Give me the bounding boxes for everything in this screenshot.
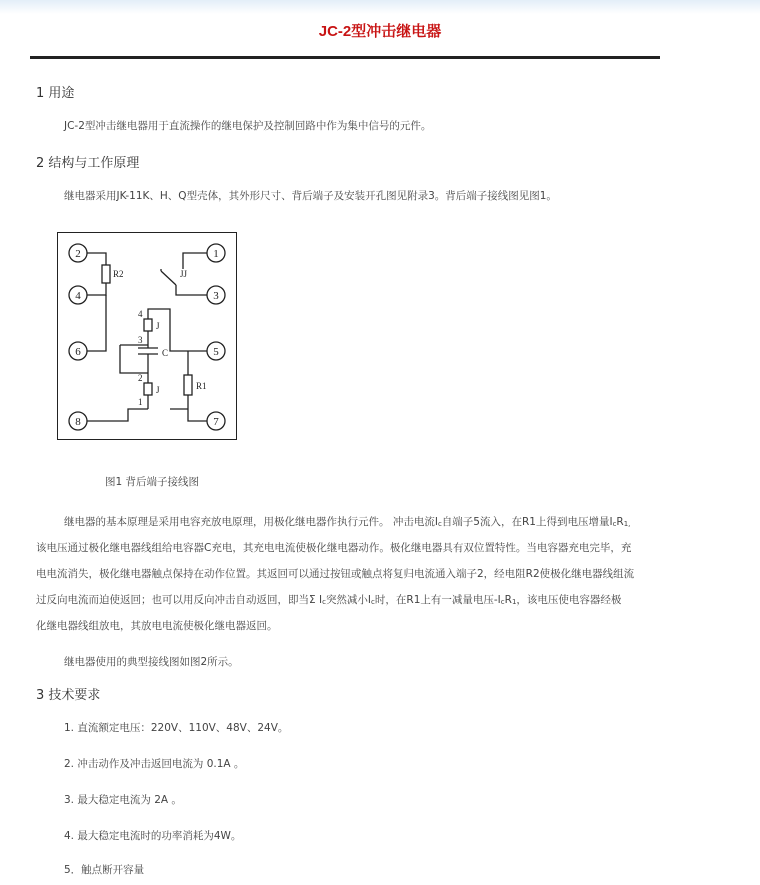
purpose-text: JC-2型冲击继电器用于直流操作的继电保护及控制回路中作为集中信号的元件。: [64, 120, 432, 132]
principle-line-1-sub-c: 1,: [623, 520, 631, 528]
principle-line-4-sub-a: c: [322, 598, 326, 606]
label-r2: R2: [113, 269, 124, 279]
requirement-3: 3. 最大稳定电流为 2A 。: [64, 794, 182, 806]
coil-j-lower: [144, 383, 152, 395]
principle-line-1-part-a: 继电器的基本原理是采用电容充放电原理，用极化继电器作执行元件。 冲击电流I: [64, 516, 438, 528]
principle-line-5: 化继电器线组放电，其放电电流使极化继电器返回。: [36, 620, 278, 632]
jj-contact-blade: [161, 271, 176, 285]
typical-wiring-text: 继电器使用的典型接线图如图2所示。: [64, 656, 239, 668]
label-j-upper: J: [156, 321, 160, 331]
terminal-label-6: 6: [75, 346, 81, 358]
label-r1: R1: [196, 381, 207, 391]
structure-text: 继电器采用JK-11K、H、Q型壳体，其外形尺寸、背后端子及安装开孔图见附录3。背后端子接线图见图1。: [64, 190, 557, 202]
top-band: [0, 0, 760, 14]
requirement-5: 5．触点断开容量: [64, 864, 145, 876]
section-heading-structure: 2 结构与工作原理: [36, 156, 140, 171]
label-c: C: [162, 348, 169, 358]
terminal-label-1: 1: [213, 248, 219, 260]
label-jj: JJ: [180, 269, 188, 279]
principle-line-4-part-e: ，该电压使电容器经极: [516, 594, 622, 606]
terminal-label-7: 7: [213, 416, 219, 428]
terminal-label-4: 4: [75, 290, 81, 302]
wiring-diagram-svg: [58, 233, 238, 441]
pin-label-3: 3: [138, 335, 143, 345]
principle-line-1-part-c: R: [616, 516, 624, 528]
principle-line-4-part-a: 过反向电流而迫使返回；也可以用反向冲击自动返回，即当Σ I: [36, 594, 323, 606]
label-j-lower: J: [156, 385, 160, 395]
pin-label-4: 4: [138, 309, 143, 319]
principle-line-4: [36, 592, 621, 607]
terminal-label-5: 5: [213, 346, 219, 358]
terminal-label-3: 3: [213, 290, 219, 302]
resistor-r1: [184, 375, 192, 395]
pin-label-2: 2: [138, 373, 143, 383]
pin-label-1: 1: [138, 397, 143, 407]
principle-line-3: 电电流消失，极化继电器触点保持在动作位置。其返回可以通过按钮或触点将复归电流通入端子2，经电阻R2使极化继电器线组流: [36, 568, 635, 580]
principle-line-4-sub-c: c: [500, 598, 505, 606]
principle-line-4-part-b: 突然减小I: [325, 594, 372, 606]
requirement-1: 1. 直流额定电压：220V、110V、48V、24V。: [64, 722, 289, 734]
principle-line-1-sub-a: c: [437, 520, 442, 528]
requirement-2: 2. 冲击动作及冲击返回电流为 0.1A 。: [64, 758, 245, 770]
terminal-label-8: 8: [75, 416, 81, 428]
principle-line-2: 该电压通过极化继电器线组给电容器C充电，其充电电流使极化继电器动作。极化继电器具有双位置特性。当电容器充电完毕，充: [36, 542, 632, 554]
resistor-r2: [102, 265, 110, 283]
principle-line-1-sub-b: c: [612, 520, 617, 528]
page-title: JC-2型冲击继电器: [318, 23, 442, 40]
figure-caption: 图1 背后端子接线图: [105, 476, 200, 488]
wiring-diagram: [57, 232, 237, 440]
coil-j-upper: [144, 319, 152, 331]
principle-line-1: [64, 514, 630, 529]
terminal-label-2: 2: [75, 248, 81, 260]
section-heading-purpose: 1 用途: [36, 86, 75, 101]
principle-line-1-part-b: 自端子5流入，在R1上得到电压增量I: [441, 516, 613, 528]
principle-line-4-part-c: 时，在R1上有一减量电压-I: [374, 594, 501, 606]
principle-line-4-part-d: R: [504, 594, 512, 606]
principle-line-4-sub-b: c: [371, 598, 375, 606]
title-rule: [30, 56, 660, 59]
requirement-4: 4. 最大稳定电流时的功率消耗为4W。: [64, 830, 242, 842]
principle-line-4-sub-d: 1: [511, 598, 517, 606]
section-heading-requirements: 3 技术要求: [36, 688, 101, 703]
